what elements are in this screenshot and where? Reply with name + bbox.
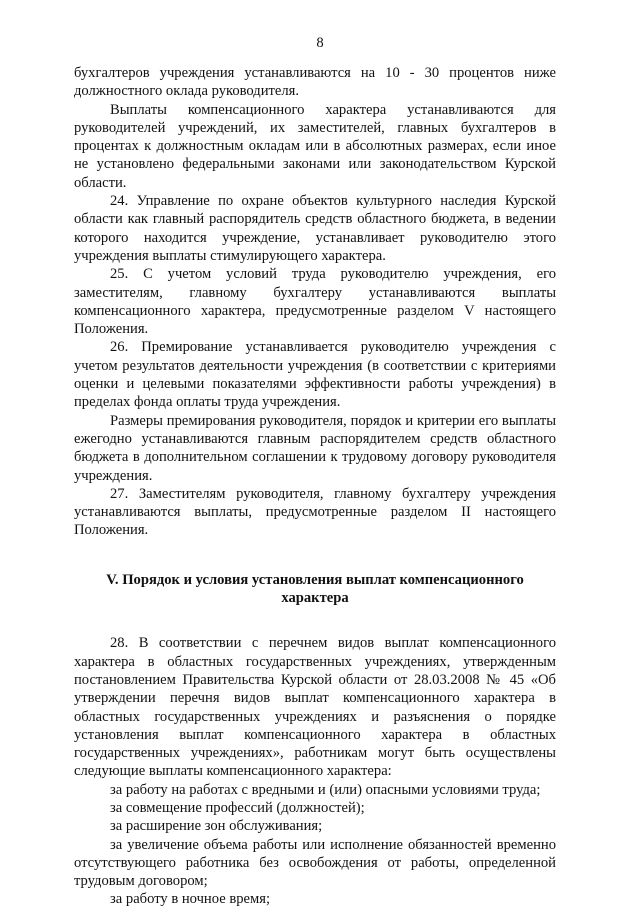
paragraph: 25. С учетом условий труда руководителю учреждения, его заместителям, главному бухгалтеру устанавливаются выплаты компенсационного характера, предусмотренные разделом V настоящего Положения. <box>74 266 556 338</box>
paragraph: 27. Заместителям руководителя, главному бухгалтеру учреждения устанавливаются выплаты, предусмотренные разделом II настоящего Положения. <box>74 485 556 539</box>
list-item: за расширение зон обслуживания; <box>110 818 323 835</box>
paragraph: бухгалтеров учреждения устанавливаются на 10 - 30 процентов ниже должностного оклада руководителя. <box>74 65 556 100</box>
list-item: за работу в ночное время; <box>110 891 271 908</box>
paragraph: Размеры премирования руководителя, порядок и критерии его выплаты ежегодно устанавливаются главным распорядителем средств областного бюджета в дополнительном соглашении к трудовому договору руководителя учреждения. <box>74 412 556 484</box>
paragraph: 28. В соответствии с перечнем видов выплат компенсационного характера в областных государственных учреждениях, утвержденным постановлением Правительства Курской области от 28.03.2008 № 45 «Об утверждении перечня видов выплат компенсационного характера в областных государственных учреждениях и разъяснения о порядке установления выплат компенсационного характера в областных государственных учреждениях», работникам могут быть осуществлены следующие выплаты компенсационного характера: <box>74 635 556 780</box>
list-item: за совмещение профессий (должностей); <box>110 799 365 816</box>
paragraph: 24. Управление по охране объектов культурного наследия Курской области как главный распорядитель средств областного бюджета, в ведении которого находится учреждение, устанавливает руководителю этого учреждения выплаты стимулирующего характера. <box>74 193 556 264</box>
paragraph: 26. Премирование устанавливается руководителю учреждения с учетом результатов деятельности учреждения (в соответствии с критериями оценки и целевыми показателями эффективности работы учреждения) в пределах фонда оплаты труда учреждения. <box>74 339 556 411</box>
list-item: за работу на работах с вредными и (или) опасными условиями труда; <box>110 781 541 798</box>
document-body <box>74 64 556 909</box>
list-item: за увеличение объема работы или исполнение обязанностей временно отсутствующего работника без освобождения от работы, определенной трудовым договором; <box>74 836 556 890</box>
paragraph: Выплаты компенсационного характера устанавливаются для руководителей учреждений, их заместителей, главных бухгалтеров в процентах к должностным окладам или в абсолютных размерах, если иное не установлено федеральными законами или законодательством Курской области. <box>74 101 556 191</box>
page-number: 8 <box>316 35 324 51</box>
section-heading: V. Порядок и условия установления выплат компенсационного характера <box>106 571 524 607</box>
